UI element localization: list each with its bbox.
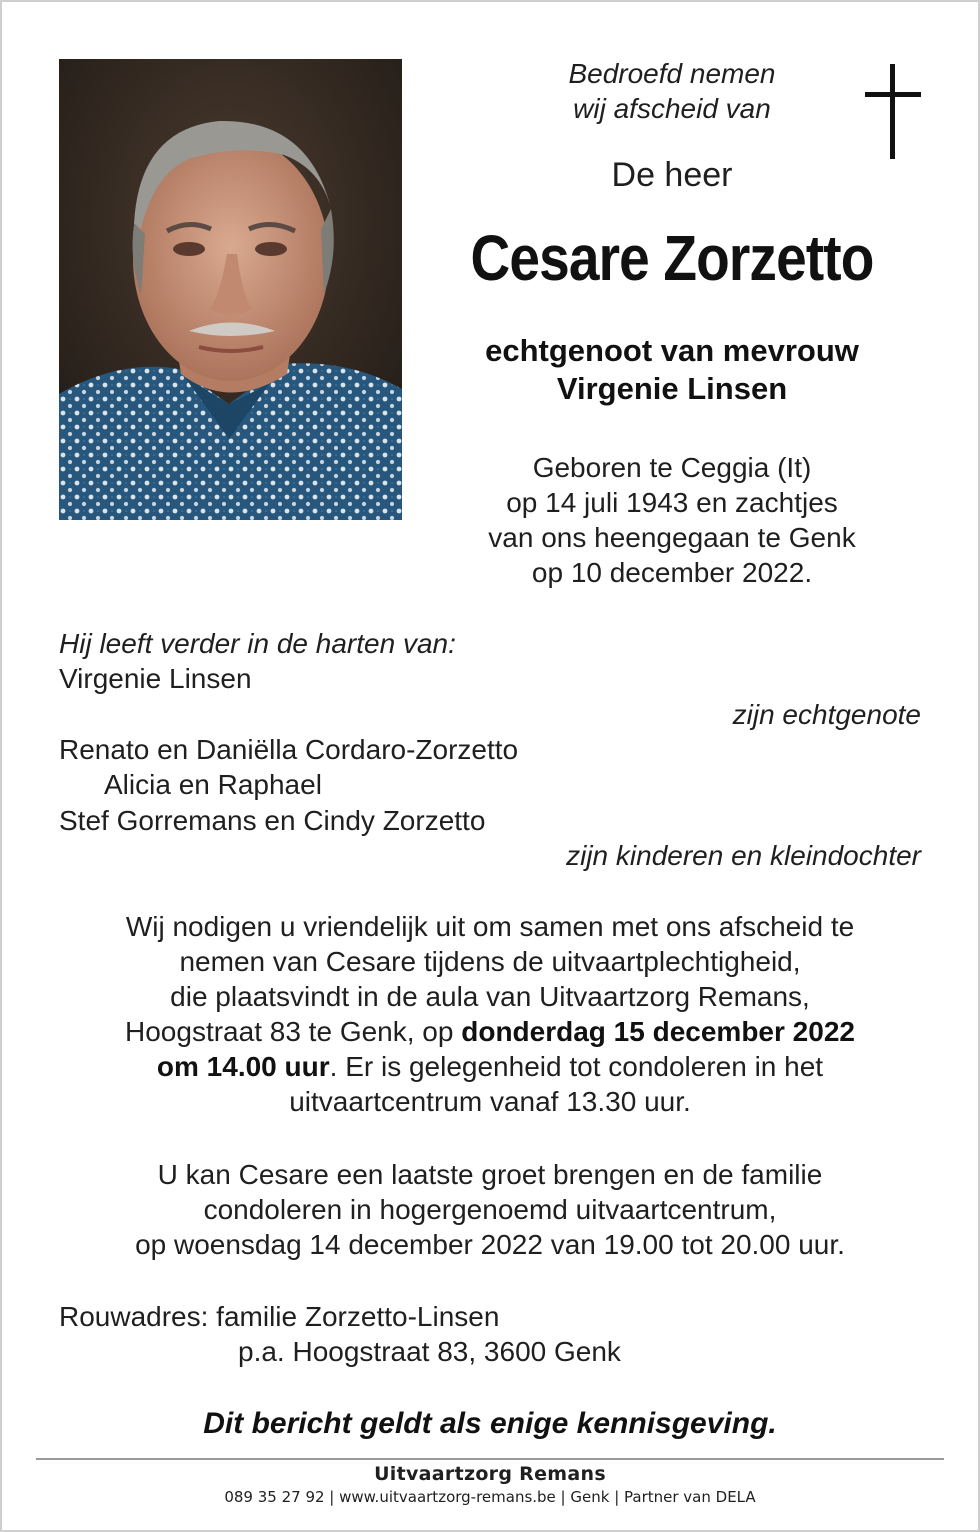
- family-child: Stef Gorremans en Cindy Zorzetto: [59, 805, 486, 836]
- ceremony-text: . Er is gelegenheid tot condoleren in het: [329, 1051, 824, 1082]
- ceremony-line: [40, 1049, 940, 1084]
- family-spouse-name: Virgenie Linsen: [59, 663, 252, 694]
- visitation-line: op woensdag 14 december 2022 van 19.00 tot 20.00 uur.: [135, 1229, 845, 1260]
- salutation: De heer: [611, 156, 733, 194]
- ceremony-line: nemen van Cesare tijdens de uitvaartplechtigheid,: [179, 946, 801, 977]
- intro-text: [422, 56, 922, 126]
- birth-line: Geboren te Ceggia (It): [532, 452, 812, 483]
- family-spouse-relation: zijn echtgenote: [732, 699, 921, 730]
- footer-divider: [36, 1458, 944, 1460]
- ceremony-line: Wij nodigen u vriendelijk uit om samen met ons afscheid te: [125, 911, 855, 942]
- intro-line: Bedroefd nemen: [568, 58, 776, 89]
- birth-line: op 14 juli 1943 en zachtjes: [506, 487, 838, 518]
- deceased-name: Cesare Zorzetto: [470, 222, 874, 294]
- death-line: op 10 december 2022.: [531, 557, 813, 588]
- family-grandchild: Alicia en Raphael: [104, 769, 322, 800]
- spouse-line-2: Virgenie Linsen: [556, 371, 788, 406]
- family-children-relation: zijn kinderen en kleindochter: [566, 840, 921, 871]
- family-child: Renato en Daniëlla Cordaro-Zorzetto: [59, 734, 519, 765]
- mourning-address: Rouwadres: familie Zorzetto-Linsen: [59, 1301, 500, 1332]
- ceremony-date: donderdag 15 december 2022: [461, 1016, 855, 1047]
- ceremony-line: uitvaartcentrum vanaf 13.30 uur.: [289, 1086, 691, 1117]
- portrait-photo: [59, 59, 402, 520]
- family-heading: Hij leeft verder in de harten van:: [59, 628, 456, 659]
- death-line: van ons heengegaan te Genk: [488, 522, 856, 553]
- ceremony-time: om 14.00 uur: [156, 1051, 330, 1082]
- intro-line: wij afscheid van: [573, 93, 771, 124]
- ceremony-line: [40, 1014, 940, 1049]
- mourning-address-street: p.a. Hoogstraat 83, 3600 Genk: [238, 1336, 621, 1367]
- visitation-line: U kan Cesare een laatste groet brengen en de familie: [157, 1159, 823, 1190]
- ceremony-paragraph: [40, 909, 940, 1119]
- footer-company: Uitvaartzorg Remans: [374, 1463, 606, 1485]
- closing-notice: Dit bericht geldt als enige kennisgeving.: [203, 1407, 777, 1440]
- spouse-line-1: echtgenoot van mevrouw: [485, 333, 859, 368]
- spouse-line: [422, 332, 922, 408]
- ceremony-line: die plaatsvindt in de aula van Uitvaartzorg Remans,: [170, 981, 810, 1012]
- ceremony-text: Hoogstraat 83 te Genk, op: [125, 1016, 462, 1047]
- visitation-paragraph: [40, 1157, 940, 1262]
- footer-contact: 089 35 27 92 | www.uitvaartzorg-remans.be | Genk | Partner van DELA: [224, 1488, 756, 1506]
- visitation-line: condoleren in hogergenoemd uitvaartcentrum,: [203, 1194, 777, 1225]
- birth-death-info: [422, 450, 922, 590]
